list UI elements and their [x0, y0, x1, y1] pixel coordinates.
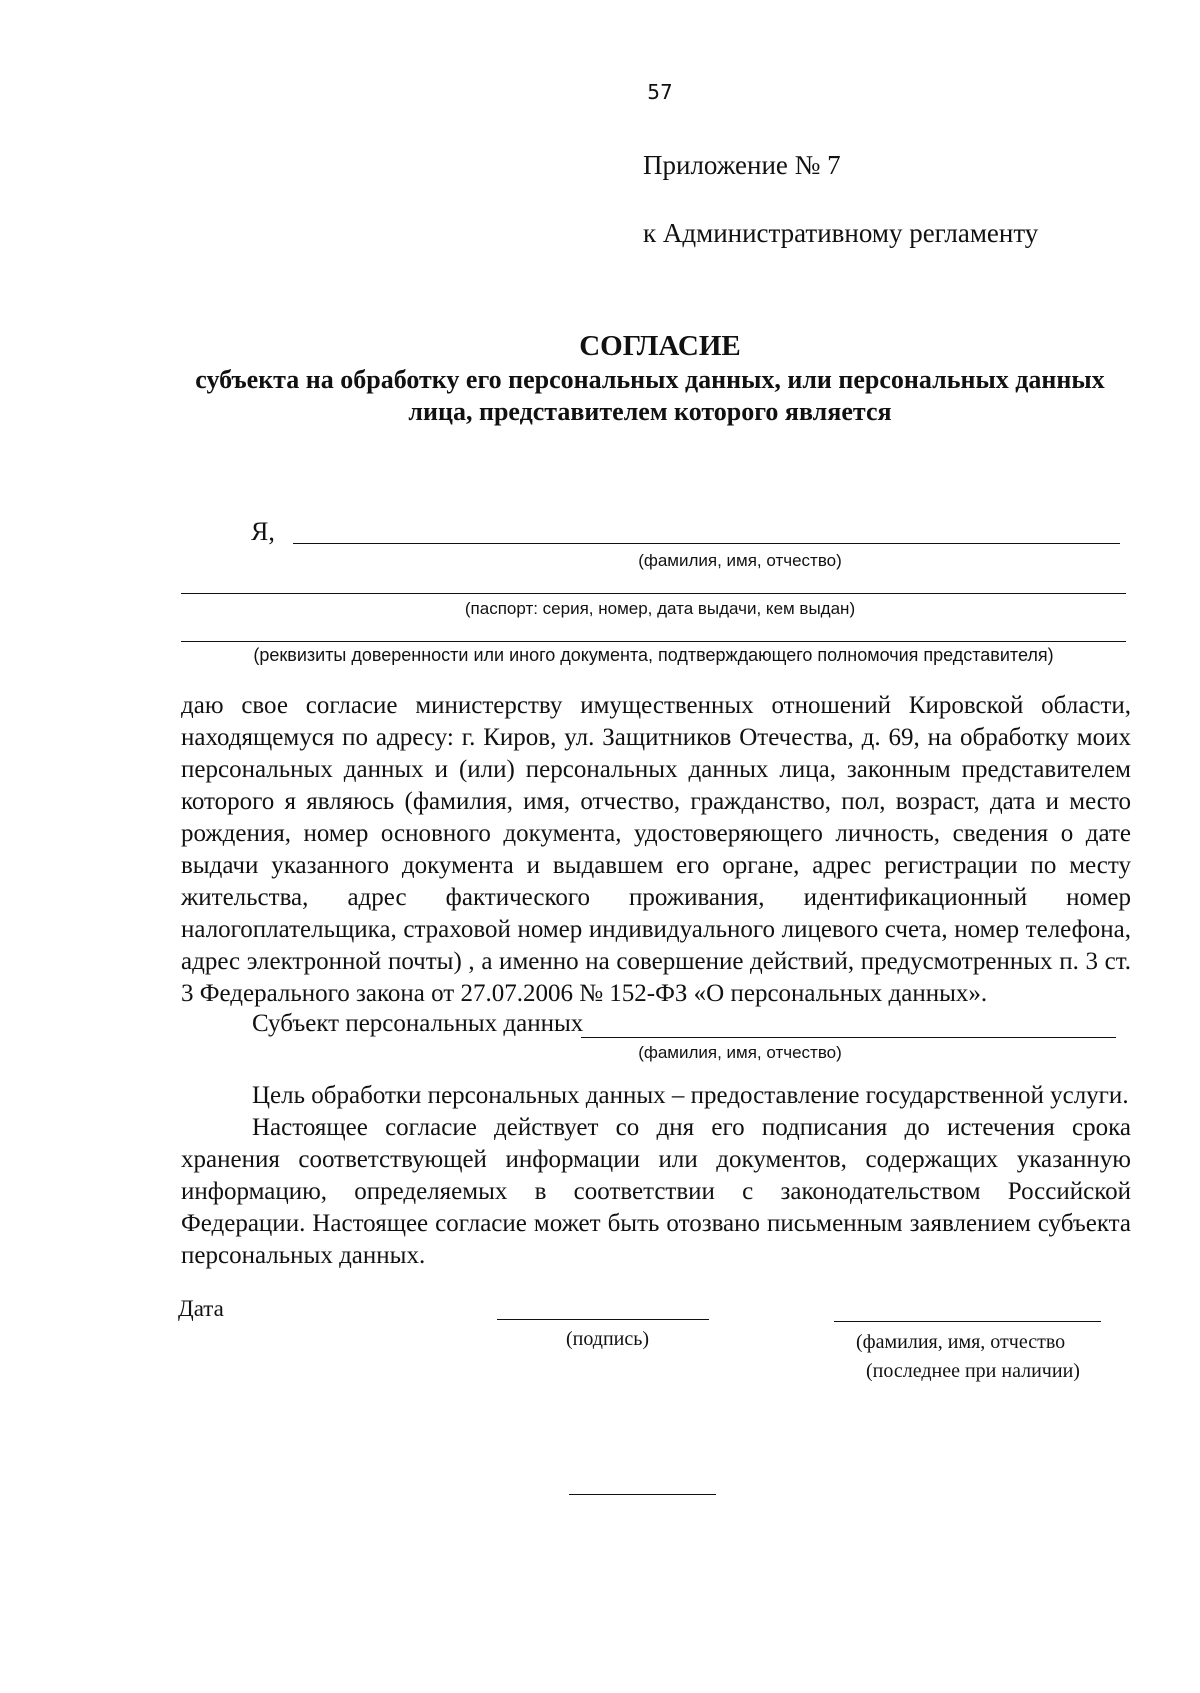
subject-label: Субъект персональных данных [252, 1010, 584, 1037]
consent-text [181, 690, 1131, 1010]
proxy-document-line[interactable] [181, 641, 1126, 642]
ya-label: Я, [251, 517, 275, 546]
fio-line[interactable] [293, 543, 1120, 544]
separator-line [569, 1494, 716, 1495]
fio-caption: (фамилия, имя, отчество) [638, 551, 842, 570]
passport-line[interactable] [181, 593, 1126, 594]
validity-paragraph: Настоящее согласие действует со дня его подписания до истечения срока хранения соответствующей информации или документов, содержащих указанную информацию, определяемых в соответствии с законодательством Российской Федерации. Настоящее согласие может быть отозвано письменным заявлением субъекта персональных данных. [181, 1114, 1131, 1269]
signature-line[interactable] [497, 1319, 709, 1320]
date-label: Дата [178, 1296, 224, 1321]
signer-name-caption-note: (последнее при наличии) [866, 1360, 1080, 1382]
signature-caption: (подпись) [566, 1328, 650, 1350]
consent-paragraph: даю свое согласие министерству имущественных отношений Кировской области, находящемуся по адресу: г. Киров, ул. Защитников Отечества, д. 69, на обработку моих персональных данных и (или) персональных данных лица, законным представителем которого я являюсь (фамилия, имя, отчество, гражданство, пол, возраст, дата и место рождения, номер основного документа, удостоверяющего личность, сведения о дате выдачи указанного документа и выдавшем его органе, адрес регистрации по месту жительства, адрес фактического проживания, идентификационный номер налогоплательщика, страховой номер индивидуального лицевого счета, номер телефона, адрес электронной почты) , а именно на совершение действий, предусмотренных п. 3 ст. 3 Федерального закона от 27.07.2006 № 152-ФЗ «О персональных данных». [181, 692, 1131, 1007]
annex-title: Приложение № 7 [643, 150, 841, 180]
subject-caption: (фамилия, имя, отчество) [638, 1043, 842, 1062]
document-subtitle: субъекта на обработку его персональных данных, или персональных данных лица, представителем которого является [195, 365, 1105, 426]
annex-subtitle: к Административному регламенту [643, 218, 1039, 248]
subject-line[interactable] [581, 1037, 1116, 1038]
page-number: 57 [647, 80, 673, 104]
purpose-paragraph: Цель обработки персональных данных – предоставление государственной услуги. [252, 1082, 1129, 1109]
terms-section [181, 1080, 1131, 1272]
passport-caption: (паспорт: серия, номер, дата выдачи, кем выдан) [464, 599, 856, 618]
signer-name-caption: (фамилия, имя, отчество [856, 1331, 1066, 1353]
signer-name-line[interactable] [834, 1321, 1101, 1322]
document-title: СОГЛАСИЕ [579, 330, 741, 362]
proxy-caption: (реквизиты доверенности или иного документа, подтверждающего полномочия представителя) [253, 645, 1054, 665]
